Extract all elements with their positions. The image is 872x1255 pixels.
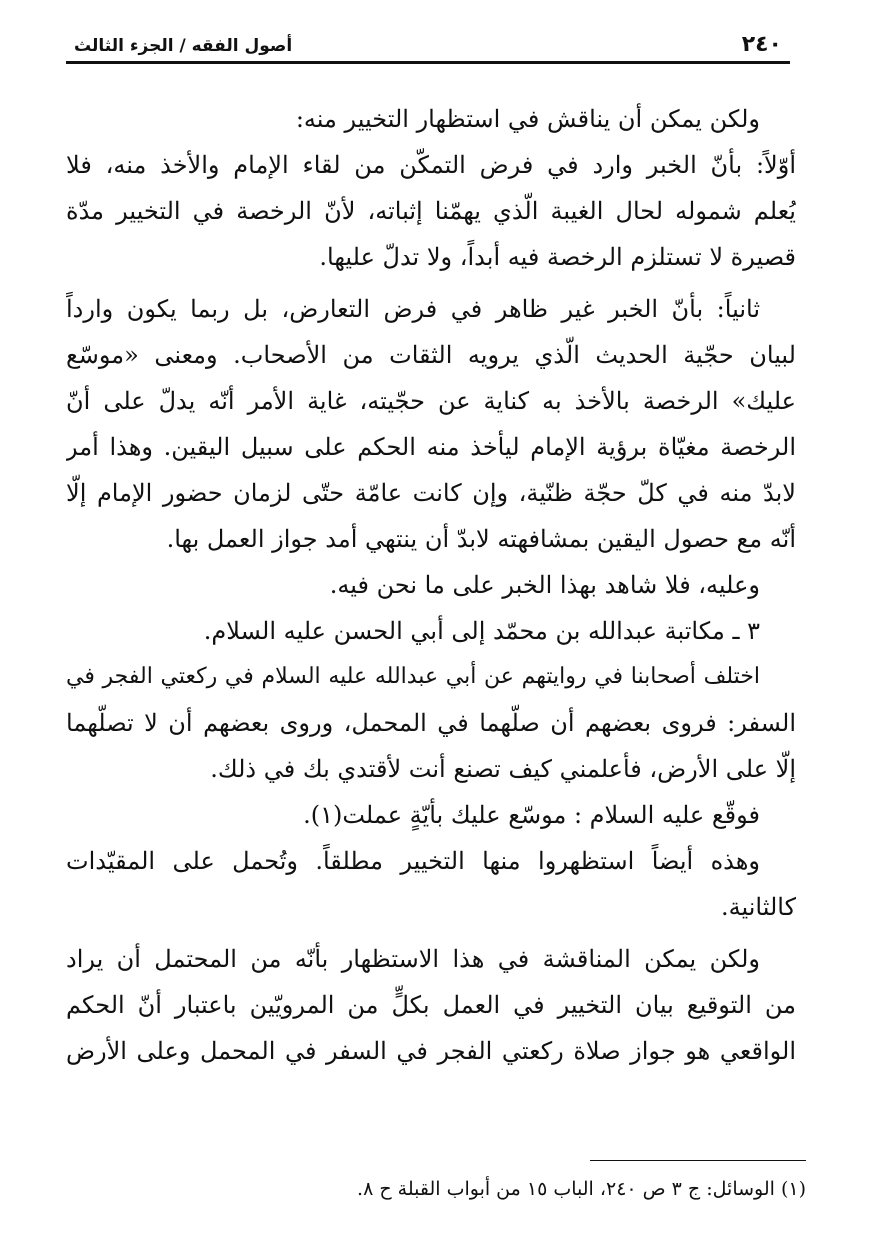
text-line: اختلف أصحابنا في روايتهم عن أبي عبدالله عليه السلام في ركعتي الفجر في: [66, 664, 760, 689]
text-line: الواقعي هو جواز صلاة ركعتي الفجر في السفر في المحمل وعلى الأرض: [66, 1037, 796, 1065]
body-text: [66, 96, 796, 1074]
footnote-rule: [590, 1160, 806, 1161]
text-line: فوقّع عليه السلام : موسّع عليك بأيّةٍ عملت(١).: [303, 801, 760, 829]
text-line: لبيان حجّية الحديث الّذي يرويه الثقات من الأصحاب. ومعنى «موسّع: [66, 341, 796, 369]
text-line: أوّلاً: بأنّ الخبر وارد في فرض التمكّن من لقاء الإمام والأخذ منه، فلا: [66, 151, 796, 179]
footnote: (١) الوسائل: ج ٣ ص ٢٤٠، الباب ١٥ من أبواب القبلة ح ٨.: [357, 1178, 806, 1200]
text-line: ولكن يمكن المناقشة في هذا الاستظهار بأنّه من المحتمل أن يراد: [66, 945, 760, 973]
text-line: قصيرة لا تستلزم الرخصة فيه أبداً، ولا تدلّ عليها.: [319, 243, 796, 271]
text-line: يُعلم شموله لحال الغيبة الّذي يهمّنا إثباته، لأنّ الرخصة في التخيير مدّة: [66, 197, 796, 225]
text-line: من التوقيع بيان التخيير في العمل بكلٍّ من المرويّين باعتبار أنّ الحكم: [66, 991, 796, 1019]
text-line: لابدّ منه في كلّ حجّة ظنّية، وإن كانت عامّة حتّى لزمان حضور الإمام إلّا: [66, 479, 796, 507]
header-rule: [66, 61, 790, 64]
text-line: كالثانية.: [720, 893, 796, 921]
text-line: وهذه أيضاً استظهروا منها التخيير مطلقاً. وتُحمل على المقيّدات: [66, 847, 760, 875]
text-line: عليك» الرخصة بالأخذ به كناية عن حجّيته، غاية الأمر أنّه يدلّ على أنّ: [66, 387, 796, 415]
section-heading: ٣ ـ مكاتبة عبدالله بن محمّد إلى أبي الحسن عليه السلام.: [203, 617, 760, 645]
text-line: السفر: فروى بعضهم أن صلّهما في المحمل، وروى بعضهم أن لا تصلّهما: [66, 709, 796, 737]
text-line: ولكن يمكن أن يناقش في استظهار التخيير منه:: [295, 105, 760, 133]
text-line: الرخصة مغيّاة برؤية الإمام ليأخذ منه الحكم على سبيل اليقين. وهذا أمر: [66, 433, 796, 461]
running-title: أصول الفقه / الجزء الثالث: [74, 36, 293, 56]
text-line: إلّا على الأرض، فأعلمني كيف تصنع أنت لأقتدي بك في ذلك.: [210, 755, 796, 783]
text-line: ثانياً: بأنّ الخبر غير ظاهر في فرض التعارض، بل ربما يكون وارداً: [66, 295, 760, 323]
page-header: [66, 30, 790, 64]
text-line: أنّه مع حصول اليقين بمشافهته لابدّ أن ينتهي أمد جواز العمل بها.: [166, 525, 796, 553]
text-line: وعليه، فلا شاهد بهذا الخبر على ما نحن فيه.: [329, 571, 760, 599]
page-number: ٢٤٠: [741, 32, 782, 57]
